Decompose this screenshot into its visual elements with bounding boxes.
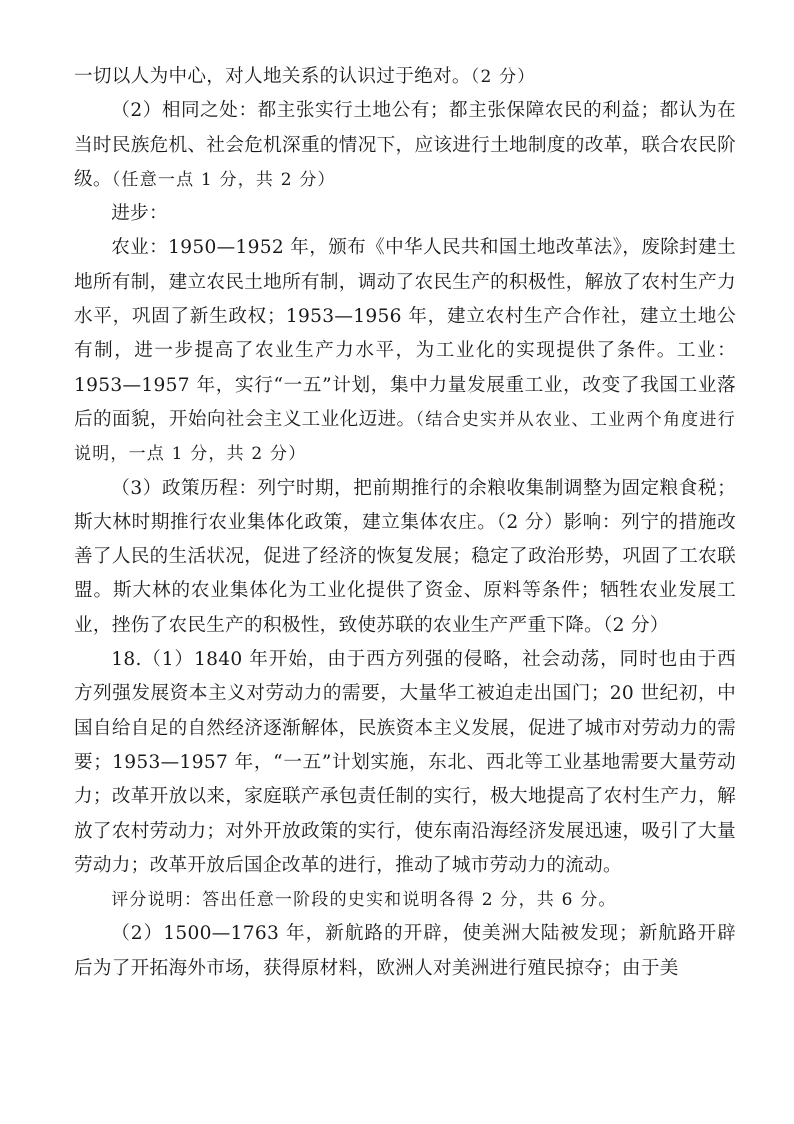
paragraph-6-text: 18.（1）1840 年开始，由于西方列强的侵略，社会动荡，同时也由于西方列强发展资本主义对劳动力的需要，大量华工被迫走出国门；20 世纪初，中国自给自足的自然经济逐渐解体，民族资本主义发展，促进了城市对劳动力的需要；1953—1957 年，“一五”计划实施，东北、西北等工业基地需要大量劳动力；改革开放以来，家庭联产承包责任制的实行，极大地提高了农村生产力，解放了农村劳动力；对外开放政策的实行，使东南沿海经济发展迅速，吸引了大量劳动力；改革开放后国企改革的进行，推动了城市劳动力的流动。 — [74, 649, 736, 876]
paragraph-3-text: 进步： — [111, 203, 168, 225]
paragraph-5 — [74, 472, 736, 643]
paragraph-2-score-note: （任意一点 1 分，共 2 分） — [111, 169, 336, 190]
answer-text-page — [74, 60, 736, 986]
paragraph-8-text: （2）1500—1763 年，新航路的开辟，使美洲大陆被发现；新航路开辟后为了开拓海外市场，获得原材料，欧洲人对美洲进行殖民掠夺；由于美 — [74, 923, 736, 979]
paragraph-2 — [74, 94, 736, 197]
paragraph-2-text: （2）相同之处：都主张实行土地公有；都主张保障农民的利益；都认为在当时民族危机、社会危机深重的情况下，应该进行土地制度的改革，联合农民阶级。 — [74, 100, 736, 190]
paragraph-4 — [74, 231, 736, 471]
paragraph-7 — [74, 883, 736, 917]
paragraph-3 — [74, 197, 736, 231]
paragraph-1-text: 一切以人为中心，对人地关系的认识过于绝对。 — [74, 66, 471, 87]
paragraph-8 — [74, 917, 736, 986]
paragraph-4-text: 农业：1950—1952 年，颁布《中华人民共和国土地改革法》，废除封建土地所有制，建立农民土地所有制，调动了农民生产的积极性，解放了农村生产力水平，巩固了新生政权；1953—1956 年，建立农村生产合作社，建立土地公有制，进一步提高了农业生产力水平，为工业化的实现提供了条件。工业：1953—1957 年，实行“一五”计划，集中力量发展重工业，改变了我国工业落后的面貌，开始向社会主义工业化迈进。 — [74, 237, 736, 430]
paragraph-5-text: （3）政策历程：列宁时期，把前期推行的余粮收集制调整为固定粮食税；斯大林时期推行农业集体化政策，建立集体农庄。（2 分）影响：列宁的措施改善了人民的生活状况，促进了经济的恢复发展；稳定了政治形势，巩固了工农联盟。斯大林的农业集体化为工业化提供了资金、原料等条件；牺牲农业发展工业，挫伤了农民生产的积极性，致使苏联的农业生产严重下降。（2 分） — [74, 477, 736, 636]
paragraph-1-score-note: （2 分） — [470, 67, 536, 87]
paragraph-4-score-note: （结合史实并从农业、工业两个角度进行说明，一点 1 分，共 2 分） — [74, 409, 736, 465]
paragraph-7-score-note: 评分说明：答出任意一阶段的史实和说明各得 2 分，共 6 分。 — [111, 890, 617, 911]
paragraph-1 — [74, 60, 736, 94]
paragraph-6 — [74, 643, 736, 883]
